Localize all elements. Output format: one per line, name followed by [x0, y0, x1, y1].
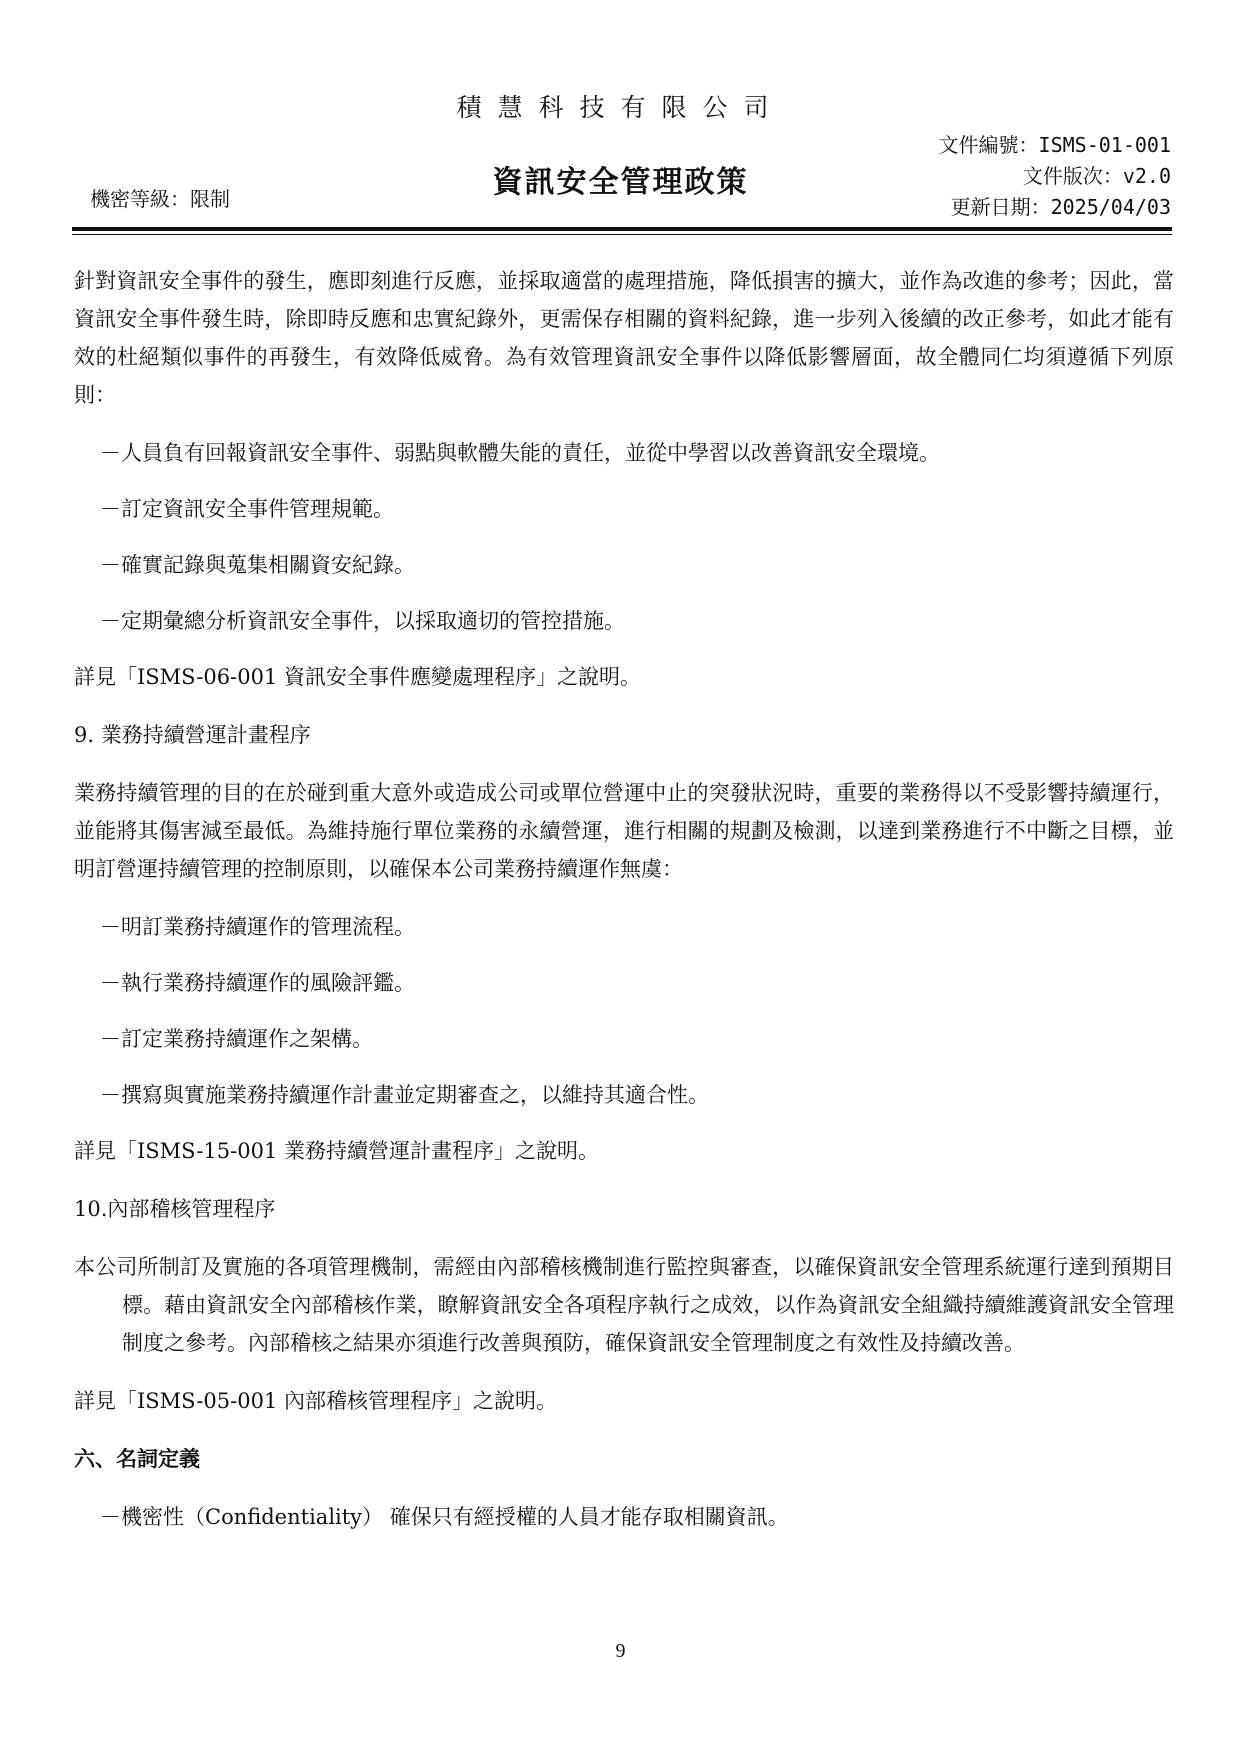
list-item: －確實記錄與蒐集相關資安紀錄。 — [100, 553, 415, 577]
list-item: －人員負有回報資訊安全事件、弱點與軟體失能的責任，並從中學習以改善資訊安全環境。 — [100, 441, 940, 465]
definition-item: －機密性（Confidentiality） 確保只有經授權的人員才能存取相關資訊。 — [100, 1505, 789, 1529]
list-item: －明訂業務持續運作的管理流程。 — [100, 915, 415, 939]
list-item: －執行業務持續運作的風險評鑑。 — [100, 971, 415, 995]
reference-note: 詳見「ISMS-15-001 業務持續營運計畫程序」之說明。 — [74, 1139, 600, 1163]
reference-note: 詳見「ISMS-06-001 資訊安全事件應變處理程序」之說明。 — [74, 665, 642, 689]
section-heading-definitions: 六、名詞定義 — [74, 1447, 200, 1471]
document-body — [74, 262, 1174, 1554]
header-rule-thick — [72, 227, 1172, 231]
reference-note: 詳見「ISMS-05-001 內部稽核管理程序」之說明。 — [74, 1389, 558, 1413]
list-item: －訂定資訊安全事件管理規範。 — [100, 497, 394, 521]
heading-internal-audit: 10.內部稽核管理程序 — [74, 1197, 276, 1221]
page-number: 9 — [615, 1640, 626, 1662]
heading-business-continuity: 9. 業務持續營運計畫程序 — [74, 723, 311, 747]
classification-level: 機密等級：限制 — [90, 187, 230, 211]
document-title: 資訊安全管理政策 — [492, 165, 749, 200]
doc-version: 文件版次：v2.0 — [1022, 164, 1171, 188]
header-rule-thin — [72, 234, 1172, 235]
list-item: －訂定業務持續運作之架構。 — [100, 1027, 373, 1051]
update-date: 更新日期：2025/04/03 — [950, 195, 1171, 219]
paragraph-business-continuity: 業務持續管理的目的在於碰到重大意外或造成公司或單位營運中止的突發狀況時，重要的業務得以不受影響持續運行，並能將其傷害減至最低。為維持施行單位業務的永續營運，進行相關的規劃及檢測，以達到業務進行不中斷之目標，並明訂營運持續管理的控制原則，以確保本公司業務持續運作無虞： — [74, 781, 1174, 881]
list-item: －定期彙總分析資訊安全事件，以採取適切的管控措施。 — [100, 609, 625, 633]
paragraph-internal-audit: 本公司所制訂及實施的各項管理機制，需經由內部稽核機制進行監控與審查，以確保資訊安全管理系統運行達到預期目標。藉由資訊安全內部稽核作業，瞭解資訊安全各項程序執行之成效，以作為資訊安全組織持續維護資訊安全管理制度之參考。內部稽核之結果亦須進行改善與預防，確保資訊安全管理制度之有效性及持續改善。 — [74, 1255, 1174, 1355]
doc-number: 文件編號：ISMS-01-001 — [938, 133, 1171, 157]
list-item: －撰寫與實施業務持續運作計畫並定期審查之，以維持其適合性。 — [100, 1083, 709, 1107]
paragraph-incident-response: 針對資訊安全事件的發生，應即刻進行反應，並採取適當的處理措施，降低損害的擴大，並作為改進的參考；因此，當資訊安全事件發生時，除即時反應和忠實紀錄外，更需保存相關的資料紀錄，進一步列入後續的改正參考，如此才能有效的杜絕類似事件的再發生，有效降低威脅。為有效管理資訊安全事件以降低影響層面，故全體同仁均須遵循下列原則： — [74, 269, 1174, 407]
company-name: 積慧科技有限公司 — [456, 93, 785, 122]
